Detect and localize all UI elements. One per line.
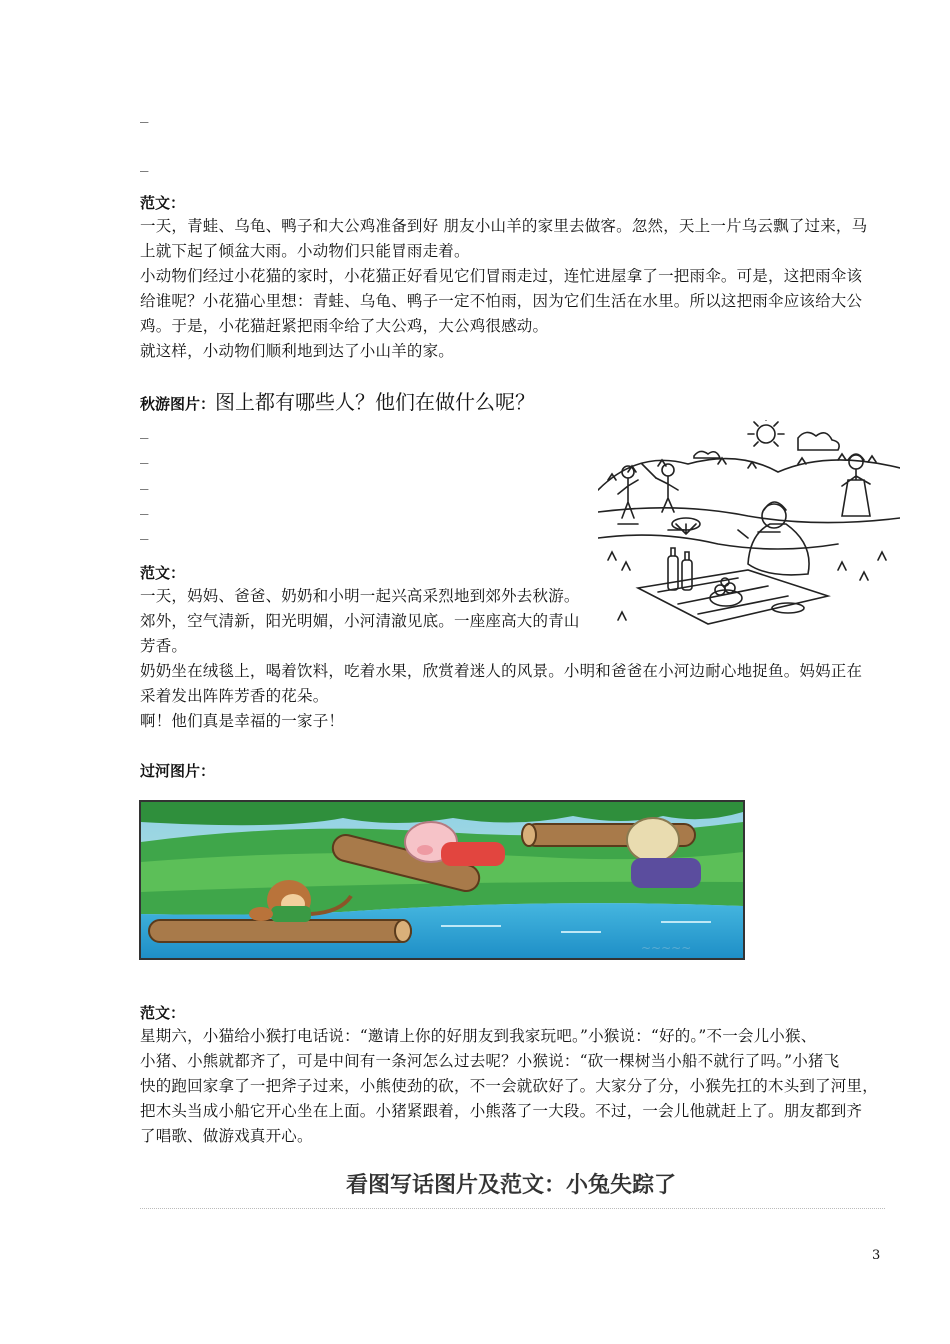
sample-essay-heading: 范文： [140, 194, 186, 212]
sample-essay-river [140, 1024, 885, 1149]
crossing-river-illustration [139, 800, 745, 960]
page-number: 3 [872, 1248, 881, 1263]
autumn-outing-label: 秋游图片： [140, 395, 216, 413]
crossing-river-drawing [141, 802, 743, 958]
essay-line: 鸡。于是，小花猫赶紧把雨伞给了大公鸡，大公鸡很感动。 [140, 317, 549, 335]
autumn-outing-question: 图上都有哪些人？他们在做什么呢？ [215, 390, 536, 414]
essay-line: 给谁呢？小花猫心里想：青蛙、乌龟、鸭子一定不怕雨，因为它们生活在水里。所以这把雨伞应该给大公 [140, 292, 863, 310]
blank-line: _ [140, 107, 149, 123]
divider [140, 1208, 885, 1209]
sample-essay-heading: 范文： [140, 1004, 186, 1022]
essay-line: 一天，青蛙、乌龟、鸭子和大公鸡准备到好 朋友小山羊的家里去做客。忽然，天上一片乌云飘了过来，马 [140, 217, 868, 235]
essay-line: 就这样，小动物们顺利地到达了小山羊的家。 [140, 342, 455, 360]
sample-essay-heading: 范文： [140, 564, 186, 582]
section-title: 看图写话图片及范文：小兔失踪了 [345, 1173, 676, 1198]
blank-line: _ [140, 499, 149, 515]
essay-line: 一天，妈妈、爸爸、奶奶和小明一起兴高采烈地到郊外去秋游。 [140, 587, 580, 605]
blank-line: _ [140, 156, 149, 172]
essay-line: 把木头当成小船它开心坐在上面。小猪紧跟着，小熊落了一大段。不过，一会儿他就赶上了。朋友都到齐 [140, 1102, 863, 1120]
essay-line: 小动物们经过小花猫的家时，小花猫正好看见它们冒雨走过，连忙进屋拿了一把雨伞。可是，这把雨伞该 [140, 267, 863, 285]
blank-line: _ [140, 474, 149, 490]
essay-line: 啊！他们真是幸福的一家子！ [140, 712, 345, 730]
essay-line: 小猪、小熊就都齐了，可是中间有一条河怎么过去呢？小猴说：“砍一棵树当小船不就行了吗。”小猪飞 [140, 1052, 840, 1070]
blank-line: _ [140, 524, 149, 540]
svg-text:~~~~~: ~~~~~ [641, 941, 692, 955]
autumn-outing-drawing [598, 420, 900, 644]
essay-line: 快的跑回家拿了一把斧子过来，小熊使劲的砍，不一会就砍好了。大家分了分，小猴先扛的木头到了河里， [140, 1077, 878, 1095]
sample-essay-rain [140, 214, 885, 364]
essay-line: 星期六，小猫给小猴打电话说：“邀请上你的好朋友到我家玩吧。”小猴说：“好的。”不一会儿小猴、 [140, 1027, 817, 1045]
blank-line: _ [140, 423, 149, 439]
blank-line: _ [140, 448, 149, 464]
crossing-river-label: 过河图片： [140, 762, 216, 780]
essay-line: 了唱歌、做游戏真开心。 [140, 1127, 313, 1145]
essay-line: 奶奶坐在绒毯上，喝着饮料，吃着水果，欣赏着迷人的风景。小明和爸爸在小河边耐心地捉鱼。妈妈正在 [140, 662, 863, 680]
essay-line: 上就下起了倾盆大雨。小动物们只能冒雨走着。 [140, 242, 470, 260]
essay-line: 芳香。 [140, 637, 188, 655]
essay-line: 采着发出阵阵芳香的花朵。 [140, 687, 329, 705]
essay-line: 郊外，空气清新，阳光明媚，小河清澈见底。一座座高大的青山 [140, 612, 580, 630]
autumn-outing-title [140, 386, 535, 415]
autumn-outing-illustration [598, 420, 900, 644]
